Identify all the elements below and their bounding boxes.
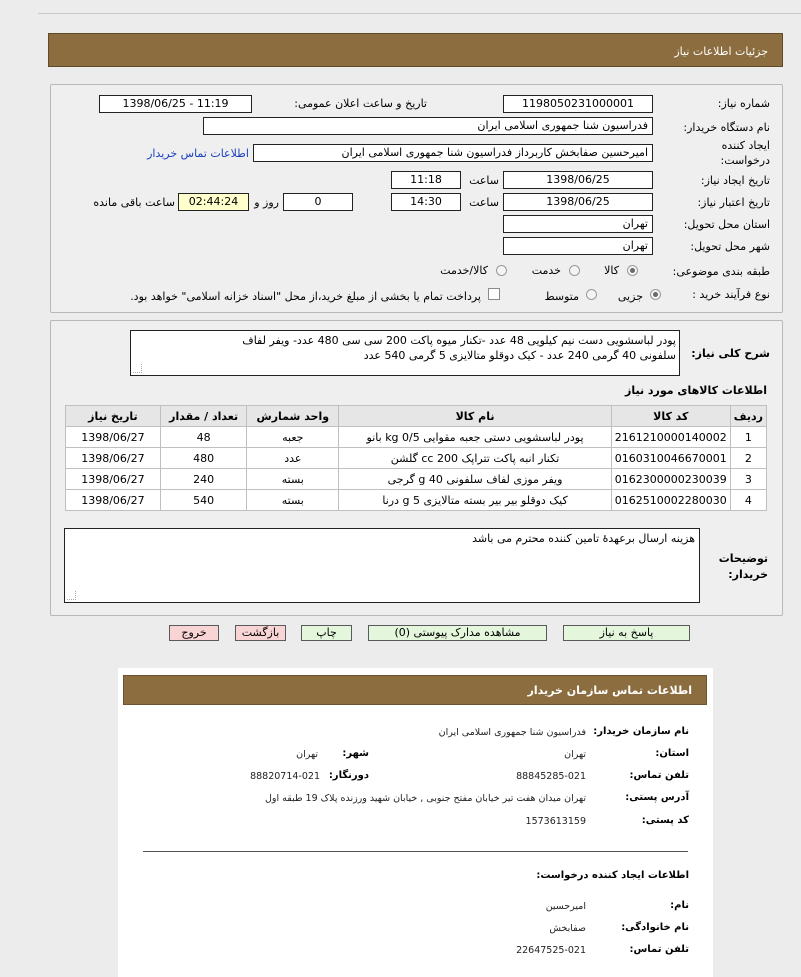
city-label: شهر محل تحویل: — [690, 240, 770, 253]
process-radio-minor[interactable] — [650, 289, 661, 300]
cell-qty: 480 — [160, 448, 247, 469]
process-radio-medium[interactable] — [586, 289, 597, 300]
print-button[interactable]: چاپ — [301, 625, 352, 641]
buyer-notes-label-1: توضیحات — [718, 552, 768, 565]
contact-province-label: استان: — [655, 748, 689, 759]
category-radio-goods[interactable] — [627, 265, 638, 276]
contact-phone-label: تلفن تماس: — [629, 770, 689, 781]
contact-org-label: نام سازمان خریدار: — [593, 726, 689, 737]
cell-qty: 540 — [160, 490, 247, 511]
resize-handle-icon[interactable] — [133, 364, 142, 373]
table-row — [66, 427, 767, 448]
created-date-label: تاریخ ایجاد نیاز: — [700, 174, 770, 187]
contact-fax-value: 88820714-021 — [250, 771, 320, 782]
table-row — [66, 448, 767, 469]
creator-info-title: اطلاعات ایجاد کننده درخواست: — [536, 870, 689, 881]
cell-name: ویفر موزی لفاف سلفونی 40 g گرجی — [339, 469, 612, 490]
summary-line-1: پودر لباسشویی دست نیم کیلویی 48 عدد -تکنار میوه پاکت 200 سی سی 480 عدد- ویفر لفاف — [242, 334, 676, 347]
cell-row: 2 — [730, 448, 766, 469]
category-option-goods: کالا — [604, 264, 619, 277]
attachments-button[interactable]: مشاهده مدارک پیوستی (0) — [368, 625, 547, 641]
contact-postal-value: 1573613159 — [525, 816, 586, 827]
cell-qty: 240 — [160, 469, 247, 490]
city-field[interactable]: تهران — [503, 237, 653, 255]
summary-textarea[interactable] — [130, 330, 680, 376]
category-option-service: خدمت — [531, 264, 561, 277]
cell-code: 0160310046670001 — [611, 448, 730, 469]
cell-date: 1398/06/27 — [66, 469, 161, 490]
announce-field[interactable]: 1398/06/25 - 11:19 — [99, 95, 252, 113]
summary-line-2: سلفونی 40 گرمی 240 عدد - کیک دوقلو متالایزی 5 گرمی 540 عدد — [363, 349, 676, 362]
category-radio-both[interactable] — [496, 265, 507, 276]
validity-time-label: ساعت — [469, 196, 499, 209]
buyer-notes-label-2: خریدار: — [728, 568, 768, 581]
contact-city-value: تهران — [296, 749, 318, 760]
buyer-org-label: نام دستگاه خریدار: — [683, 121, 770, 134]
top-divider — [38, 13, 801, 14]
cell-code: 0162300000230039 — [611, 469, 730, 490]
contact-fax-label: دورنگار: — [328, 770, 369, 781]
cell-code: 2161210000140002 — [611, 427, 730, 448]
need-number-field[interactable]: 1198050231000001 — [503, 95, 653, 113]
creator-last-name-value: صفابخش — [549, 923, 586, 934]
cell-name: تکنار انبه پاکت تتراپک 200 cc گلشن — [339, 448, 612, 469]
validity-date-field[interactable]: 1398/06/25 — [503, 193, 653, 211]
category-radio-service[interactable] — [569, 265, 580, 276]
cell-row: 1 — [730, 427, 766, 448]
contact-address-label: آدرس پستی: — [625, 792, 689, 803]
col-row: ردیف — [730, 406, 766, 427]
items-header-row — [66, 406, 767, 427]
creator-label-1: ایجاد کننده — [721, 139, 770, 152]
validity-date-label: تاریخ اعتبار نیاز: — [697, 196, 770, 209]
items-table — [65, 405, 767, 511]
created-time-label: ساعت — [469, 174, 499, 187]
contact-city-label: شهر: — [342, 748, 369, 759]
cell-date: 1398/06/27 — [66, 427, 161, 448]
process-label: نوع فرآیند خرید : — [692, 288, 770, 301]
table-row — [66, 490, 767, 511]
creator-phone-label: تلفن تماس: — [629, 944, 689, 955]
creator-phone-value: 22647525-021 — [516, 945, 586, 956]
creator-label-2: درخواست: — [720, 154, 770, 167]
contact-title: اطلاعات تماس سازمان خریدار — [527, 684, 692, 697]
days-label: روز و — [254, 196, 279, 209]
creator-first-name-value: امیرحسین — [545, 901, 586, 912]
treasury-text: پرداخت تمام یا بخشی از مبلغ خرید،از محل "اسناد خزانه اسلامی" خواهد بود. — [130, 290, 481, 303]
remaining-label: ساعت باقی مانده — [93, 196, 175, 209]
creator-field[interactable]: امیرحسین صفابخش کاربرداز فدراسیون شنا جمهوری اسلامی ایران — [253, 144, 653, 162]
cell-unit: بسته — [247, 490, 339, 511]
contact-phone-value: 88845285-021 — [516, 771, 586, 782]
need-number-label: شماره نیاز: — [717, 97, 770, 110]
cell-unit: جعبه — [247, 427, 339, 448]
created-date-field[interactable]: 1398/06/25 — [503, 171, 653, 189]
buyer-contact-link[interactable]: اطلاعات تماس خریدار — [147, 147, 249, 160]
cell-date: 1398/06/27 — [66, 448, 161, 469]
page-title: جزئیات اطلاعات نیاز — [674, 45, 768, 58]
col-code: کد کالا — [611, 406, 730, 427]
category-label: طبقه بندی موضوعی: — [672, 265, 770, 278]
process-option-medium: متوسط — [544, 290, 579, 303]
exit-button[interactable]: خروج — [169, 625, 219, 641]
cell-unit: عدد — [247, 448, 339, 469]
process-option-minor: جزیی — [617, 290, 643, 303]
contact-org-value: فدراسیون شنا جمهوری اسلامی ایران — [438, 727, 586, 738]
table-row — [66, 469, 767, 490]
col-qty: تعداد / مقدار — [160, 406, 247, 427]
contact-postal-label: کد پستی: — [641, 815, 689, 826]
cell-date: 1398/06/27 — [66, 490, 161, 511]
items-section-title: اطلاعات کالاهای مورد نیاز — [625, 384, 767, 397]
treasury-checkbox[interactable] — [488, 288, 500, 300]
cell-code: 0162510002280030 — [611, 490, 730, 511]
cell-name: پودر لباسشویی دستی جعبه مقوایی 0/5 kg بانو — [339, 427, 612, 448]
col-name: نام کالا — [339, 406, 612, 427]
cell-qty: 48 — [160, 427, 247, 448]
buyer-org-field[interactable]: فدراسیون شنا جمهوری اسلامی ایران — [203, 117, 653, 135]
page-header — [48, 33, 783, 67]
back-button[interactable]: بازگشت — [235, 625, 286, 641]
summary-label: شرح کلی نیاز: — [691, 347, 770, 360]
days-field[interactable]: 0 — [283, 193, 353, 211]
buyer-notes-textarea[interactable] — [64, 528, 700, 603]
announce-label: تاریخ و ساعت اعلان عمومی: — [294, 97, 427, 110]
remaining-time-field[interactable]: 02:44:24 — [178, 193, 249, 211]
contact-divider — [143, 851, 688, 852]
created-time-field[interactable]: 11:18 — [391, 171, 461, 189]
validity-time-field[interactable]: 14:30 — [391, 193, 461, 211]
buyer-notes-text: هزینه ارسال برعهدۀ تامین کننده محترم می باشد — [472, 532, 695, 545]
creator-last-name-label: نام خانوادگی: — [621, 922, 689, 933]
col-date: تاریخ نیاز — [66, 406, 161, 427]
province-field[interactable]: تهران — [503, 215, 653, 233]
contact-header — [123, 675, 707, 705]
reply-button[interactable]: پاسخ به نیاز — [563, 625, 690, 641]
contact-province-value: تهران — [564, 749, 586, 760]
cell-row: 3 — [730, 469, 766, 490]
creator-first-name-label: نام: — [670, 900, 689, 911]
cell-row: 4 — [730, 490, 766, 511]
col-unit: واحد شمارش — [247, 406, 339, 427]
resize-handle-icon[interactable] — [67, 591, 76, 600]
cell-unit: بسته — [247, 469, 339, 490]
cell-name: کیک دوقلو بیر بیر بسته متالایزی 5 g درنا — [339, 490, 612, 511]
province-label: استان محل تحویل: — [683, 218, 770, 231]
contact-address-value: تهران میدان هفت تیر خیابان مفتح جنوبی , خیابان شهید ورزنده پلاک 19 طبقه اول — [265, 793, 586, 804]
category-option-both: کالا/خدمت — [440, 264, 488, 277]
